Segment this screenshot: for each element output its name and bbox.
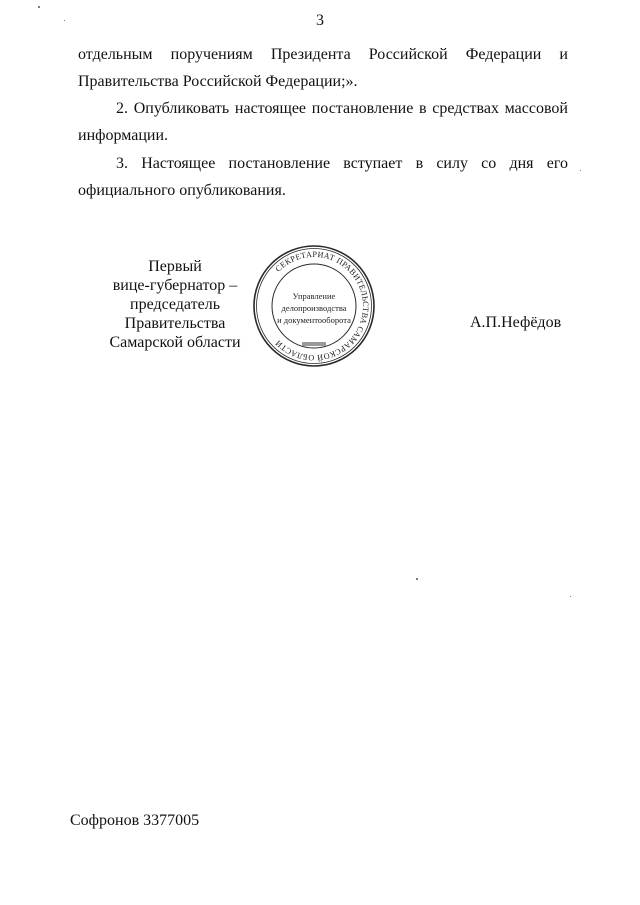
scan-speck <box>416 578 418 580</box>
scan-speck <box>570 596 571 597</box>
stamp-center-line: делопроизводства <box>281 303 347 313</box>
paragraph-1-line-1: отдельным поручениям Президента Российской Федерации и <box>78 46 568 63</box>
stamp-center-line: и документооборота <box>277 315 351 325</box>
paragraph-2-line-1-text: 2. Опубликовать настоящее постановление в средствах массовой <box>116 100 568 117</box>
signatory-position-line: председатель Правительства <box>124 296 226 332</box>
paragraph-3-line-1 <box>78 150 568 177</box>
official-stamp <box>252 244 376 368</box>
paragraph-3-line-2: официального опубликования. <box>78 182 286 199</box>
paragraph-2-line-2: информации. <box>78 127 169 144</box>
signatory-position <box>80 257 270 352</box>
signatory-name: А.П.Нефёдов <box>470 314 562 331</box>
page-number: 3 <box>316 12 324 29</box>
executor-contact: Софронов 3377005 <box>70 812 200 829</box>
signatory-position-line: Самарской области <box>109 334 241 351</box>
stamp-ring-text: СЕКРЕТАРИАТ ПРАВИТЕЛЬСТВА САМАРСКОЙ ОБЛАСТИ <box>273 249 371 363</box>
stamp-smudge <box>302 342 326 346</box>
scan-speck <box>38 6 40 8</box>
stamp-center-line: Управление <box>292 291 336 301</box>
signatory-position-line: Первый <box>148 258 202 275</box>
paragraph-3-line-1-text: 3. Настоящее постановление вступает в силу со дня его <box>116 155 568 172</box>
signatory-position-line: вице-губернатор – <box>112 277 238 294</box>
paragraph-2-line-1 <box>78 95 568 122</box>
scan-speck <box>580 170 581 171</box>
paragraph-1-line-2: Правительства Российской Федерации;». <box>78 73 358 90</box>
scan-speck <box>64 20 65 21</box>
